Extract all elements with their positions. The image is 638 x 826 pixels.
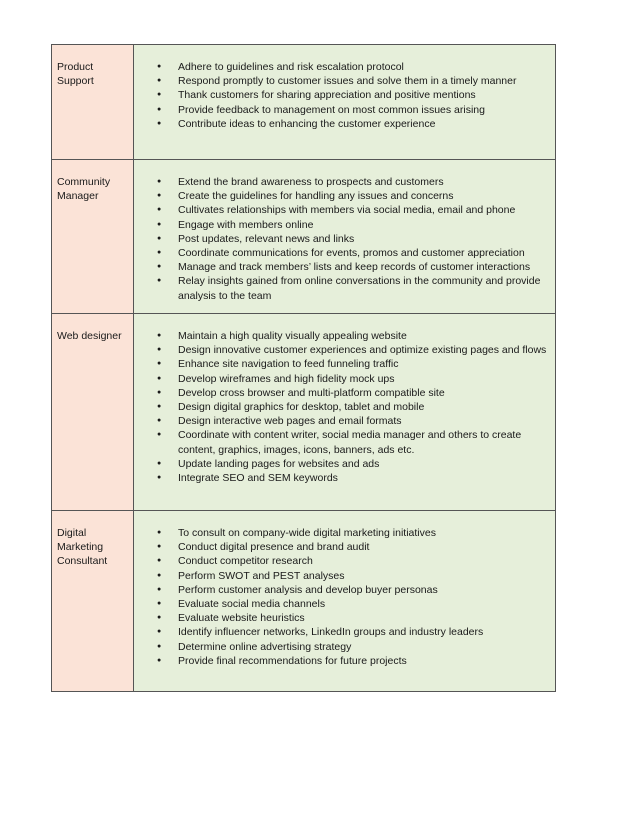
list-item xyxy=(134,654,547,668)
bullet-icon: ● xyxy=(157,220,162,228)
role-name: Product Support xyxy=(57,61,94,87)
list-item xyxy=(134,343,547,357)
list-item xyxy=(134,428,547,456)
bullet-icon: ● xyxy=(157,628,162,636)
list-item xyxy=(134,386,547,400)
duty-text: Update landing pages for websites and ads xyxy=(178,457,380,470)
list-item xyxy=(134,414,547,428)
list-item xyxy=(134,218,547,232)
bullet-icon: ● xyxy=(157,91,162,99)
role-name: Web designer xyxy=(57,330,122,342)
bullet-icon: ● xyxy=(157,77,162,85)
list-item xyxy=(134,60,547,74)
bullet-icon: ● xyxy=(157,192,162,200)
bullet-icon: ● xyxy=(157,178,162,185)
role-cell xyxy=(52,314,134,511)
duty-text: Evaluate website heuristics xyxy=(178,612,305,625)
table-row xyxy=(52,45,556,160)
list-item xyxy=(134,526,547,540)
list-item xyxy=(134,103,547,117)
bullet-icon: ● xyxy=(157,346,162,354)
duty-text: Determine online advertising strategy xyxy=(178,640,352,653)
duties-list xyxy=(134,511,555,668)
bullet-icon: ● xyxy=(157,600,162,608)
duty-text: Design digital graphics for desktop, tablet and mobile xyxy=(178,401,425,414)
table-row xyxy=(52,314,556,511)
bullet-icon: ● xyxy=(157,206,162,214)
list-item xyxy=(134,457,547,471)
duty-text: Coordinate with content writer, social media manager and others to create content, graphics, images, icons, banners, ads etc. xyxy=(178,429,522,456)
duty-text: Manage and track members’ lists and keep records of customer interactions xyxy=(178,261,531,274)
list-item xyxy=(134,554,547,568)
list-item xyxy=(134,260,547,274)
list-item xyxy=(134,372,547,386)
duty-text: Integrate SEO and SEM keywords xyxy=(178,472,338,485)
duty-text: Create the guidelines for handling any issues and concerns xyxy=(178,190,454,203)
role-cell xyxy=(52,160,134,314)
list-item xyxy=(134,246,547,260)
duty-text: Cultivates relationships with members via social media, email and phone xyxy=(178,204,516,217)
duties-list xyxy=(134,160,555,303)
duties-list xyxy=(134,45,555,131)
duty-text: Identify influencer networks, LinkedIn groups and industry leaders xyxy=(178,626,484,639)
role-cell xyxy=(52,45,134,160)
duty-text: Engage with members online xyxy=(178,218,314,231)
duty-text: Enhance site navigation to feed funneling traffic xyxy=(178,358,399,371)
duty-text: Perform SWOT and PEST analyses xyxy=(178,569,345,582)
list-item xyxy=(134,625,547,639)
bullet-icon: ● xyxy=(157,571,162,579)
list-item xyxy=(134,540,547,554)
bullet-icon: ● xyxy=(157,263,162,271)
list-item xyxy=(134,569,547,583)
duty-text: Adhere to guidelines and risk escalation protocol xyxy=(178,61,404,73)
bullet-icon: ● xyxy=(157,585,162,593)
duty-text: Maintain a high quality visually appealing website xyxy=(178,330,407,342)
duties-cell xyxy=(134,511,556,692)
bullet-icon: ● xyxy=(157,374,162,382)
duty-text: Post updates, relevant news and links xyxy=(178,232,355,245)
duty-text: Extend the brand awareness to prospects and customers xyxy=(178,176,444,188)
list-item xyxy=(134,357,547,371)
roles-table-body xyxy=(52,45,556,692)
duty-text: To consult on company-wide digital marketing initiatives xyxy=(178,527,436,539)
bullet-icon: ● xyxy=(157,614,162,622)
list-item xyxy=(134,74,547,88)
duties-list xyxy=(134,314,555,485)
bullet-icon: ● xyxy=(157,360,162,368)
duty-text: Design innovative customer experiences and optimize existing pages and flows xyxy=(178,344,547,357)
bullet-icon: ● xyxy=(157,63,162,70)
list-item xyxy=(134,232,547,246)
bullet-icon: ● xyxy=(157,234,162,242)
duty-text: Relay insights gained from online conversations in the community and provide analysis to the team xyxy=(178,275,541,302)
list-item xyxy=(134,611,547,625)
duties-cell xyxy=(134,160,556,314)
bullet-icon: ● xyxy=(157,431,162,439)
bullet-icon: ● xyxy=(157,277,162,285)
list-item xyxy=(134,175,547,189)
bullet-icon: ● xyxy=(157,543,162,551)
list-item xyxy=(134,471,547,485)
bullet-icon: ● xyxy=(157,459,162,467)
table-row xyxy=(52,511,556,692)
list-item xyxy=(134,274,547,302)
bullet-icon: ● xyxy=(157,388,162,396)
bullet-icon: ● xyxy=(157,557,162,565)
duties-cell xyxy=(134,45,556,160)
list-item xyxy=(134,640,547,654)
bullet-icon: ● xyxy=(157,332,162,339)
duty-text: Provide feedback to management on most common issues arising xyxy=(178,103,485,116)
bullet-icon: ● xyxy=(157,249,162,257)
duty-text: Contribute ideas to enhancing the customer experience xyxy=(178,117,436,130)
list-item xyxy=(134,329,547,343)
list-item xyxy=(134,597,547,611)
duty-text: Develop wireframes and high fidelity mock ups xyxy=(178,372,395,385)
duties-cell xyxy=(134,314,556,511)
bullet-icon: ● xyxy=(157,105,162,113)
list-item xyxy=(134,203,547,217)
role-name: Community Manager xyxy=(57,176,111,202)
table-row xyxy=(52,160,556,314)
bullet-icon: ● xyxy=(157,403,162,411)
duty-text: Evaluate social media channels xyxy=(178,598,326,611)
duty-text: Develop cross browser and multi-platform compatible site xyxy=(178,386,445,399)
duty-text: Provide final recommendations for future projects xyxy=(178,654,407,667)
list-item xyxy=(134,583,547,597)
role-name: Digital Marketing Consultant xyxy=(57,527,108,567)
duty-text: Conduct competitor research xyxy=(178,555,313,568)
duty-text: Respond promptly to customer issues and solve them in a timely manner xyxy=(178,75,517,88)
duty-text: Coordinate communications for events, promos and customer appreciation xyxy=(178,247,525,260)
duty-text: Perform customer analysis and develop buyer personas xyxy=(178,583,438,596)
bullet-icon: ● xyxy=(157,119,162,127)
bullet-icon: ● xyxy=(157,656,162,664)
list-item xyxy=(134,117,547,131)
roles-table xyxy=(51,44,556,692)
list-item xyxy=(134,400,547,414)
bullet-icon: ● xyxy=(157,417,162,425)
bullet-icon: ● xyxy=(157,474,162,482)
duty-text: Conduct digital presence and brand audit xyxy=(178,541,370,554)
bullet-icon: ● xyxy=(157,529,162,536)
bullet-icon: ● xyxy=(157,642,162,650)
duty-text: Thank customers for sharing appreciation and positive mentions xyxy=(178,89,476,102)
duty-text: Design interactive web pages and email formats xyxy=(178,415,402,428)
role-cell xyxy=(52,511,134,692)
list-item xyxy=(134,88,547,102)
list-item xyxy=(134,189,547,203)
